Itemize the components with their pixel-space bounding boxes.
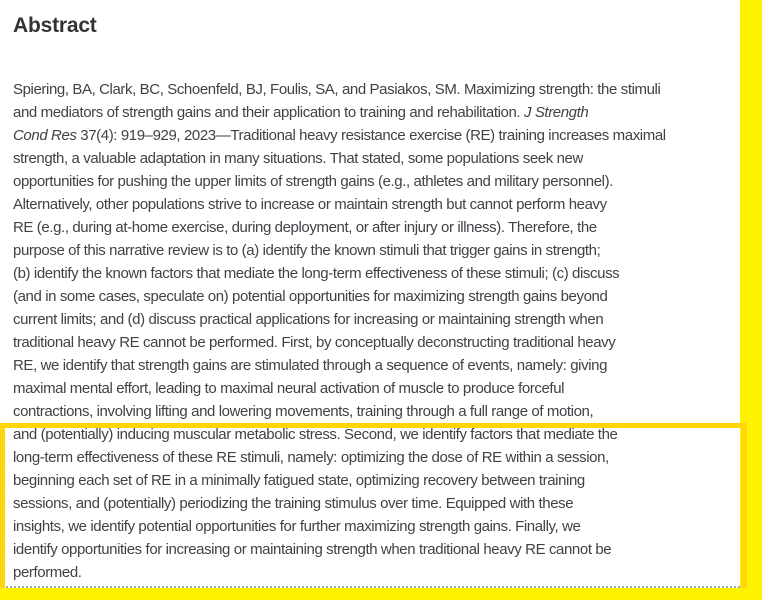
abstract-text-line <box>13 331 743 354</box>
abstract-text-segment: RE, we identify that strength gains are stimulated through a sequence of events, namely: giving <box>13 357 608 374</box>
abstract-text-segment: RE (e.g., during at-home exercise, during deployment, or after injury or illness). Therefore, the <box>13 219 597 236</box>
abstract-text-line <box>13 193 743 216</box>
highlight-annotation-box <box>0 423 747 600</box>
abstract-text-segment: sessions, and (potentially) periodizing the training stimulus over time. Equipped with these <box>13 495 574 512</box>
abstract-section-heading: Abstract <box>13 14 97 37</box>
abstract-text-line <box>13 308 743 331</box>
abstract-text-line <box>13 101 743 124</box>
abstract-text-line <box>13 400 743 423</box>
abstract-text-segment: long-term effectiveness of these RE stimuli, namely: optimizing the dose of RE within a session, <box>13 449 609 466</box>
abstract-text-segment: identify opportunities for increasing or maintaining strength when traditional heavy RE cannot be <box>13 541 612 558</box>
abstract-text-line <box>13 377 743 400</box>
abstract-text-segment: strength, a valuable adaptation in many situations. That stated, some populations seek new <box>13 150 583 167</box>
abstract-text-segment: (and in some cases, speculate on) potential opportunities for maximizing strength gains beyond <box>13 288 608 305</box>
abstract-text-segment: Alternatively, other populations strive to increase or maintain strength but cannot perform heavy <box>13 196 607 213</box>
abstract-text-segment: (b) identify the known factors that mediate the long-term effectiveness of these stimuli; (c) discuss <box>13 265 620 282</box>
abstract-text-line <box>13 124 743 147</box>
abstract-text-segment: traditional heavy RE cannot be performed. First, by conceptually deconstructing traditional heavy <box>13 334 616 351</box>
abstract-text-segment: purpose of this narrative review is to (a) identify the known stimuli that trigger gains in strength; <box>13 242 601 259</box>
abstract-text-segment: current limits; and (d) discuss practical applications for increasing or maintaining strength when <box>13 311 604 328</box>
abstract-text-segment: Spiering, BA, Clark, BC, Schoenfeld, BJ, Foulis, SA, and Pasiakos, SM. Maximizing strength: the stimuli <box>13 81 661 98</box>
abstract-text-line <box>13 78 743 101</box>
journal-title-italic: Cond Res <box>13 127 77 144</box>
abstract-text-line <box>13 354 743 377</box>
abstract-text-line <box>13 239 743 262</box>
bottom-edge-highlight-bar <box>0 588 762 600</box>
abstract-text-segment: beginning each set of RE in a minimally fatigued state, optimizing recovery between training <box>13 472 585 489</box>
abstract-text-line <box>13 262 743 285</box>
abstract-text-segment: opportunities for pushing the upper limits of strength gains (e.g., athletes and military personnel). <box>13 173 613 190</box>
abstract-text-segment: insights, we identify potential opportunities for further maximizing strength gains. Finally, we <box>13 518 581 535</box>
abstract-text-line <box>13 170 743 193</box>
abstract-text-line <box>13 147 743 170</box>
abstract-text-line <box>13 216 743 239</box>
journal-title-italic: J Strength <box>523 104 589 121</box>
abstract-text-segment: 37(4): 919–929, 2023—Traditional heavy resistance exercise (RE) training increases maximal <box>76 127 666 144</box>
abstract-text-segment: performed. <box>13 564 82 581</box>
dotted-section-divider <box>6 586 740 588</box>
abstract-text-line <box>13 285 743 308</box>
abstract-text-segment: maximal mental effort, leading to maximal neural activation of muscle to produce forceful <box>13 380 565 397</box>
abstract-text-segment: and (potentially) inducing muscular metabolic stress. Second, we identify factors that mediate the <box>13 426 618 443</box>
abstract-text-segment: contractions, involving lifting and lowering movements, training through a full range of motion, <box>13 403 594 420</box>
abstract-text-segment: and mediators of strength gains and their application to training and rehabilitation. <box>13 104 524 121</box>
